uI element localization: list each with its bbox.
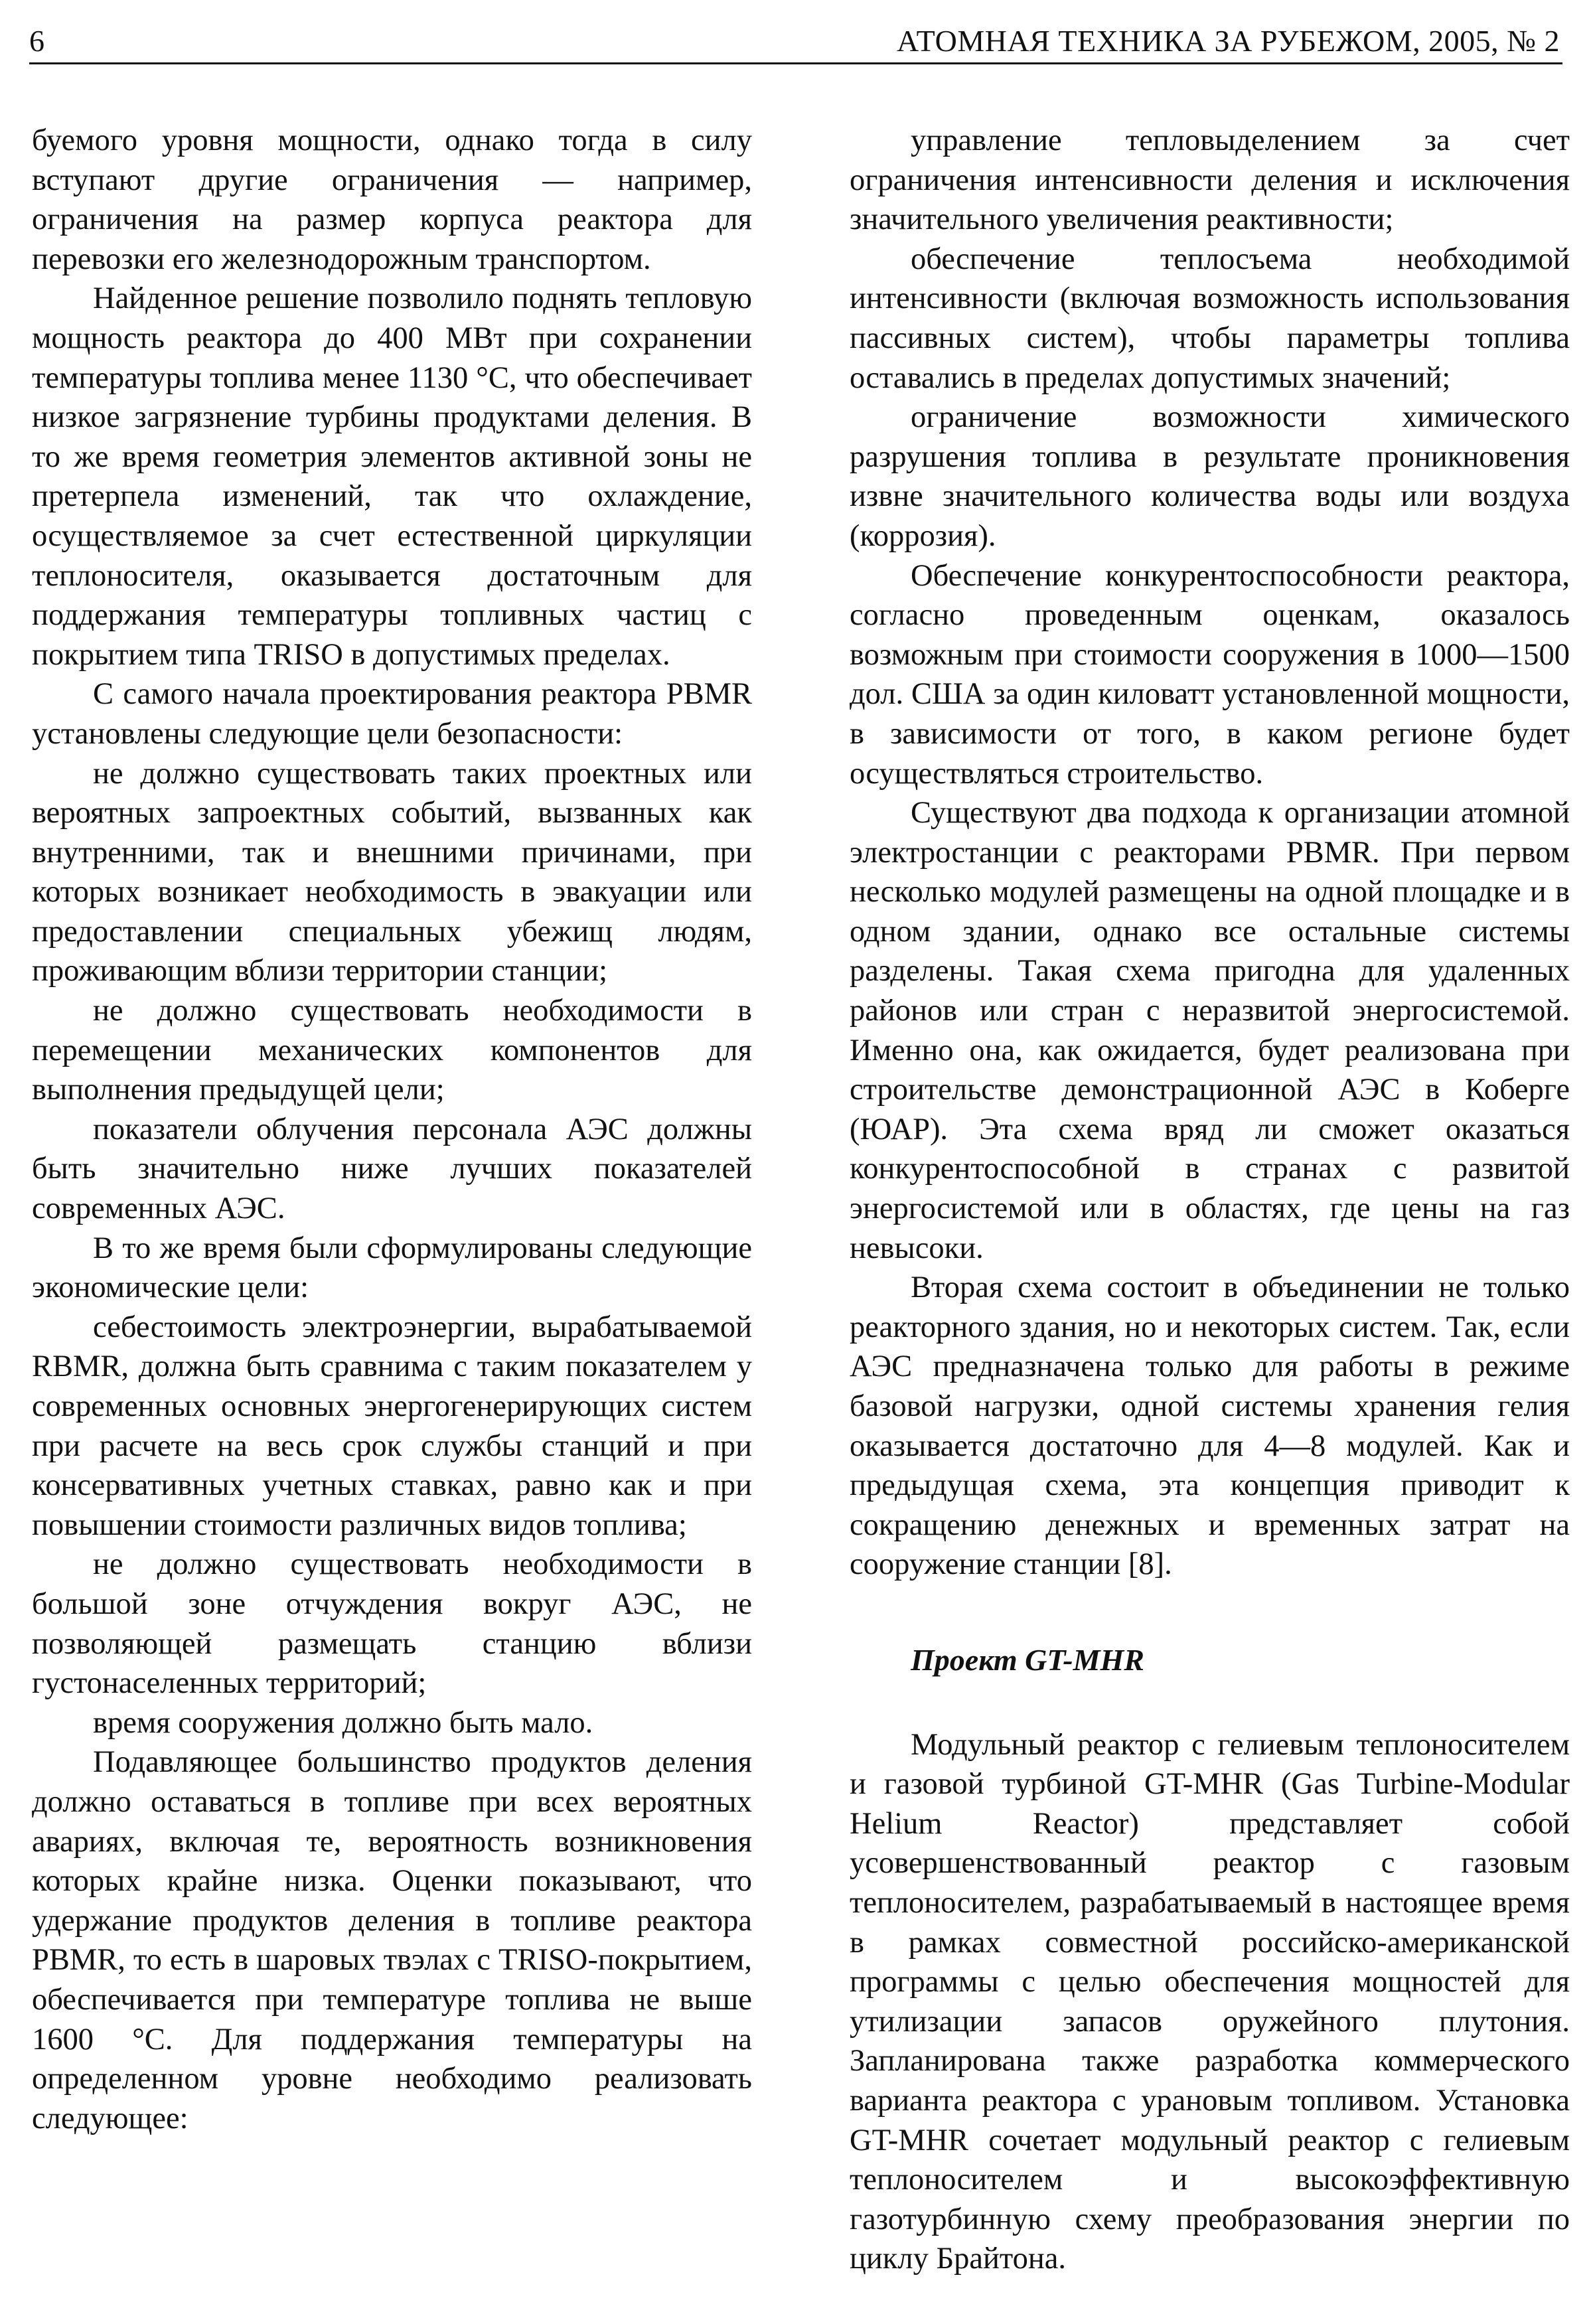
page-number: 6 [29, 24, 44, 58]
right-column [850, 121, 1570, 2279]
paragraph: не должно существовать таких проектных или вероятных запроектных событий, вызванных как внутренними, так и внешними причинами, при которых возникает необходимость в эвакуации или предоставлении специальных убежищ людям, проживающим вблизи территории станции; [32, 756, 752, 988]
section-heading: Проект GT-MHR [911, 1642, 1144, 1677]
paragraph: обеспечение теплосъема необходимой интенсивности (включая возможность использования пассивных систем), чтобы параметры топлива оставались в пределах допустимых значений; [850, 242, 1570, 395]
journal-title: АТОМНАЯ ТЕХНИКА ЗА РУБЕЖОМ, 2005, № 2 [896, 24, 1560, 58]
paragraph: Вторая схема состоит в объединении не только реакторного здания, но и некоторых систем. Так, если АЭС предназначена только для работы в режиме базовой нагрузки, одной системы хранения гелия оказывается достаточно для 4—8 модулей. Как и предыдущая схема, эта концепция приводит к сокращению денежных и временных затрат на сооружение станции [8]. [850, 1271, 1570, 1582]
left-column [32, 121, 752, 2138]
paragraph: не должно существовать необходимости в большой зоне отчуждения вокруг АЭС, не позволяющей размещать станцию вблизи густонаселенных территорий; [32, 1547, 752, 1701]
paragraph: В то же время были сформулированы следующие экономические цели: [32, 1231, 752, 1305]
paragraph: Существуют два подхода к организации атомной электростанции с реакторами PBMR. При первом несколько модулей размещены на одной площадке и в одном здании, однако все остальные системы разделены. Такая схема пригодна для удаленных районов или стран с неразвитой энергосистемой. Именно она, как ожидается, будет реализована при строительстве демонстрационной АЭС в Коберге (ЮАР). Эта схема вряд ли сможет оказаться конкурентоспособной в странах с развитой энергосистемой или в областях, где цены на газ невысоки. [850, 796, 1570, 1265]
paragraph: С самого начала проектирования реактора PBMR установлены следующие цели безопасности: [32, 677, 752, 751]
paragraph: время сооружения должно быть мало. [93, 1705, 593, 1740]
page-header [29, 20, 1562, 64]
paragraph: Найденное решение позволило поднять тепловую мощность реактора до 400 МВт при сохранении температуры топлива менее 1130 °С, что обеспечивает низкое загрязнение турбины продуктами деления. В то же время геометрия элементов активной зоны не претерпела изменений, так что охлаждение, осуществляемое за счет естественной циркуляции теплоносителя, оказывается достаточным для поддержания температуры топливных частиц с покрытием типа TRISO в допустимых пределах. [32, 281, 752, 672]
paragraph: себестоимость электроэнергии, вырабатываемой RBMR, должна быть сравнима с таким показателем у современных основных энергогенерирующих систем при расчете на весь срок службы станций и при консервативных учетных ставках, равно как и при повышении стоимости различных видов топлива; [32, 1310, 752, 1542]
paragraph: Обеспечение конкурентоспособности реактора, согласно проведенным оценкам, оказалось возможным при стоимости сооружения в 1000—1500 дол. США за один киловатт установленной мощности, в зависимости от того, в каком регионе будет осуществляться строительство. [850, 558, 1570, 791]
paragraph: не должно существовать необходимости в перемещении механических компонентов для выполнения предыдущей цели; [32, 994, 752, 1107]
paragraph: Модульный реактор с гелиевым теплоносителем и газовой турбиной GT-MHR (Gas Turbine-Modular Helium Reactor) представляет собой усовершенствованный реактор с газовым теплоносителем, разрабатываемый в настоящее время в рамках совместной российско-американской программы с целью обеспечения мощностей для утилизации запасов оружейного плутония. Запланирована также разработка коммерческого варианта реактора с урановым топливом. Установка GT-MHR сочетает модульный реактор с гелиевым теплоносителем и высокоэффективную газотурбинную схему преобразования энергии по циклу Брайтона. [850, 1727, 1570, 2276]
paragraph: буемого уровня мощности, однако тогда в силу вступают другие ограничения — например, ограничения на размер корпуса реактора для перевозки его железнодорожным транспортом. [32, 123, 752, 276]
paragraph: ограничение возможности химического разрушения топлива в результате проникновения извне значительного количества воды или воздуха (коррозия). [850, 400, 1570, 553]
paragraph: показатели облучения персонала АЭС должны быть значительно ниже лучших показателей современных АЭС. [32, 1112, 752, 1226]
paragraph: управление тепловыделением за счет ограничения интенсивности деления и исключения значительного увеличения реактивности; [850, 123, 1570, 237]
paragraph: Подавляющее большинство продуктов деления должно оставаться в топливе при всех вероятных авариях, включая те, вероятность возникновения которых крайне низка. Оценки показывают, что удержание продуктов деления в топливе реактора PBMR, то есть в шаровых твэлах с TRISO-покрытием, обеспечивается при температуре топлива не выше 1600 °С. Для поддержания температуры на определенном уровне необходимо реализовать следующее: [32, 1745, 752, 2135]
